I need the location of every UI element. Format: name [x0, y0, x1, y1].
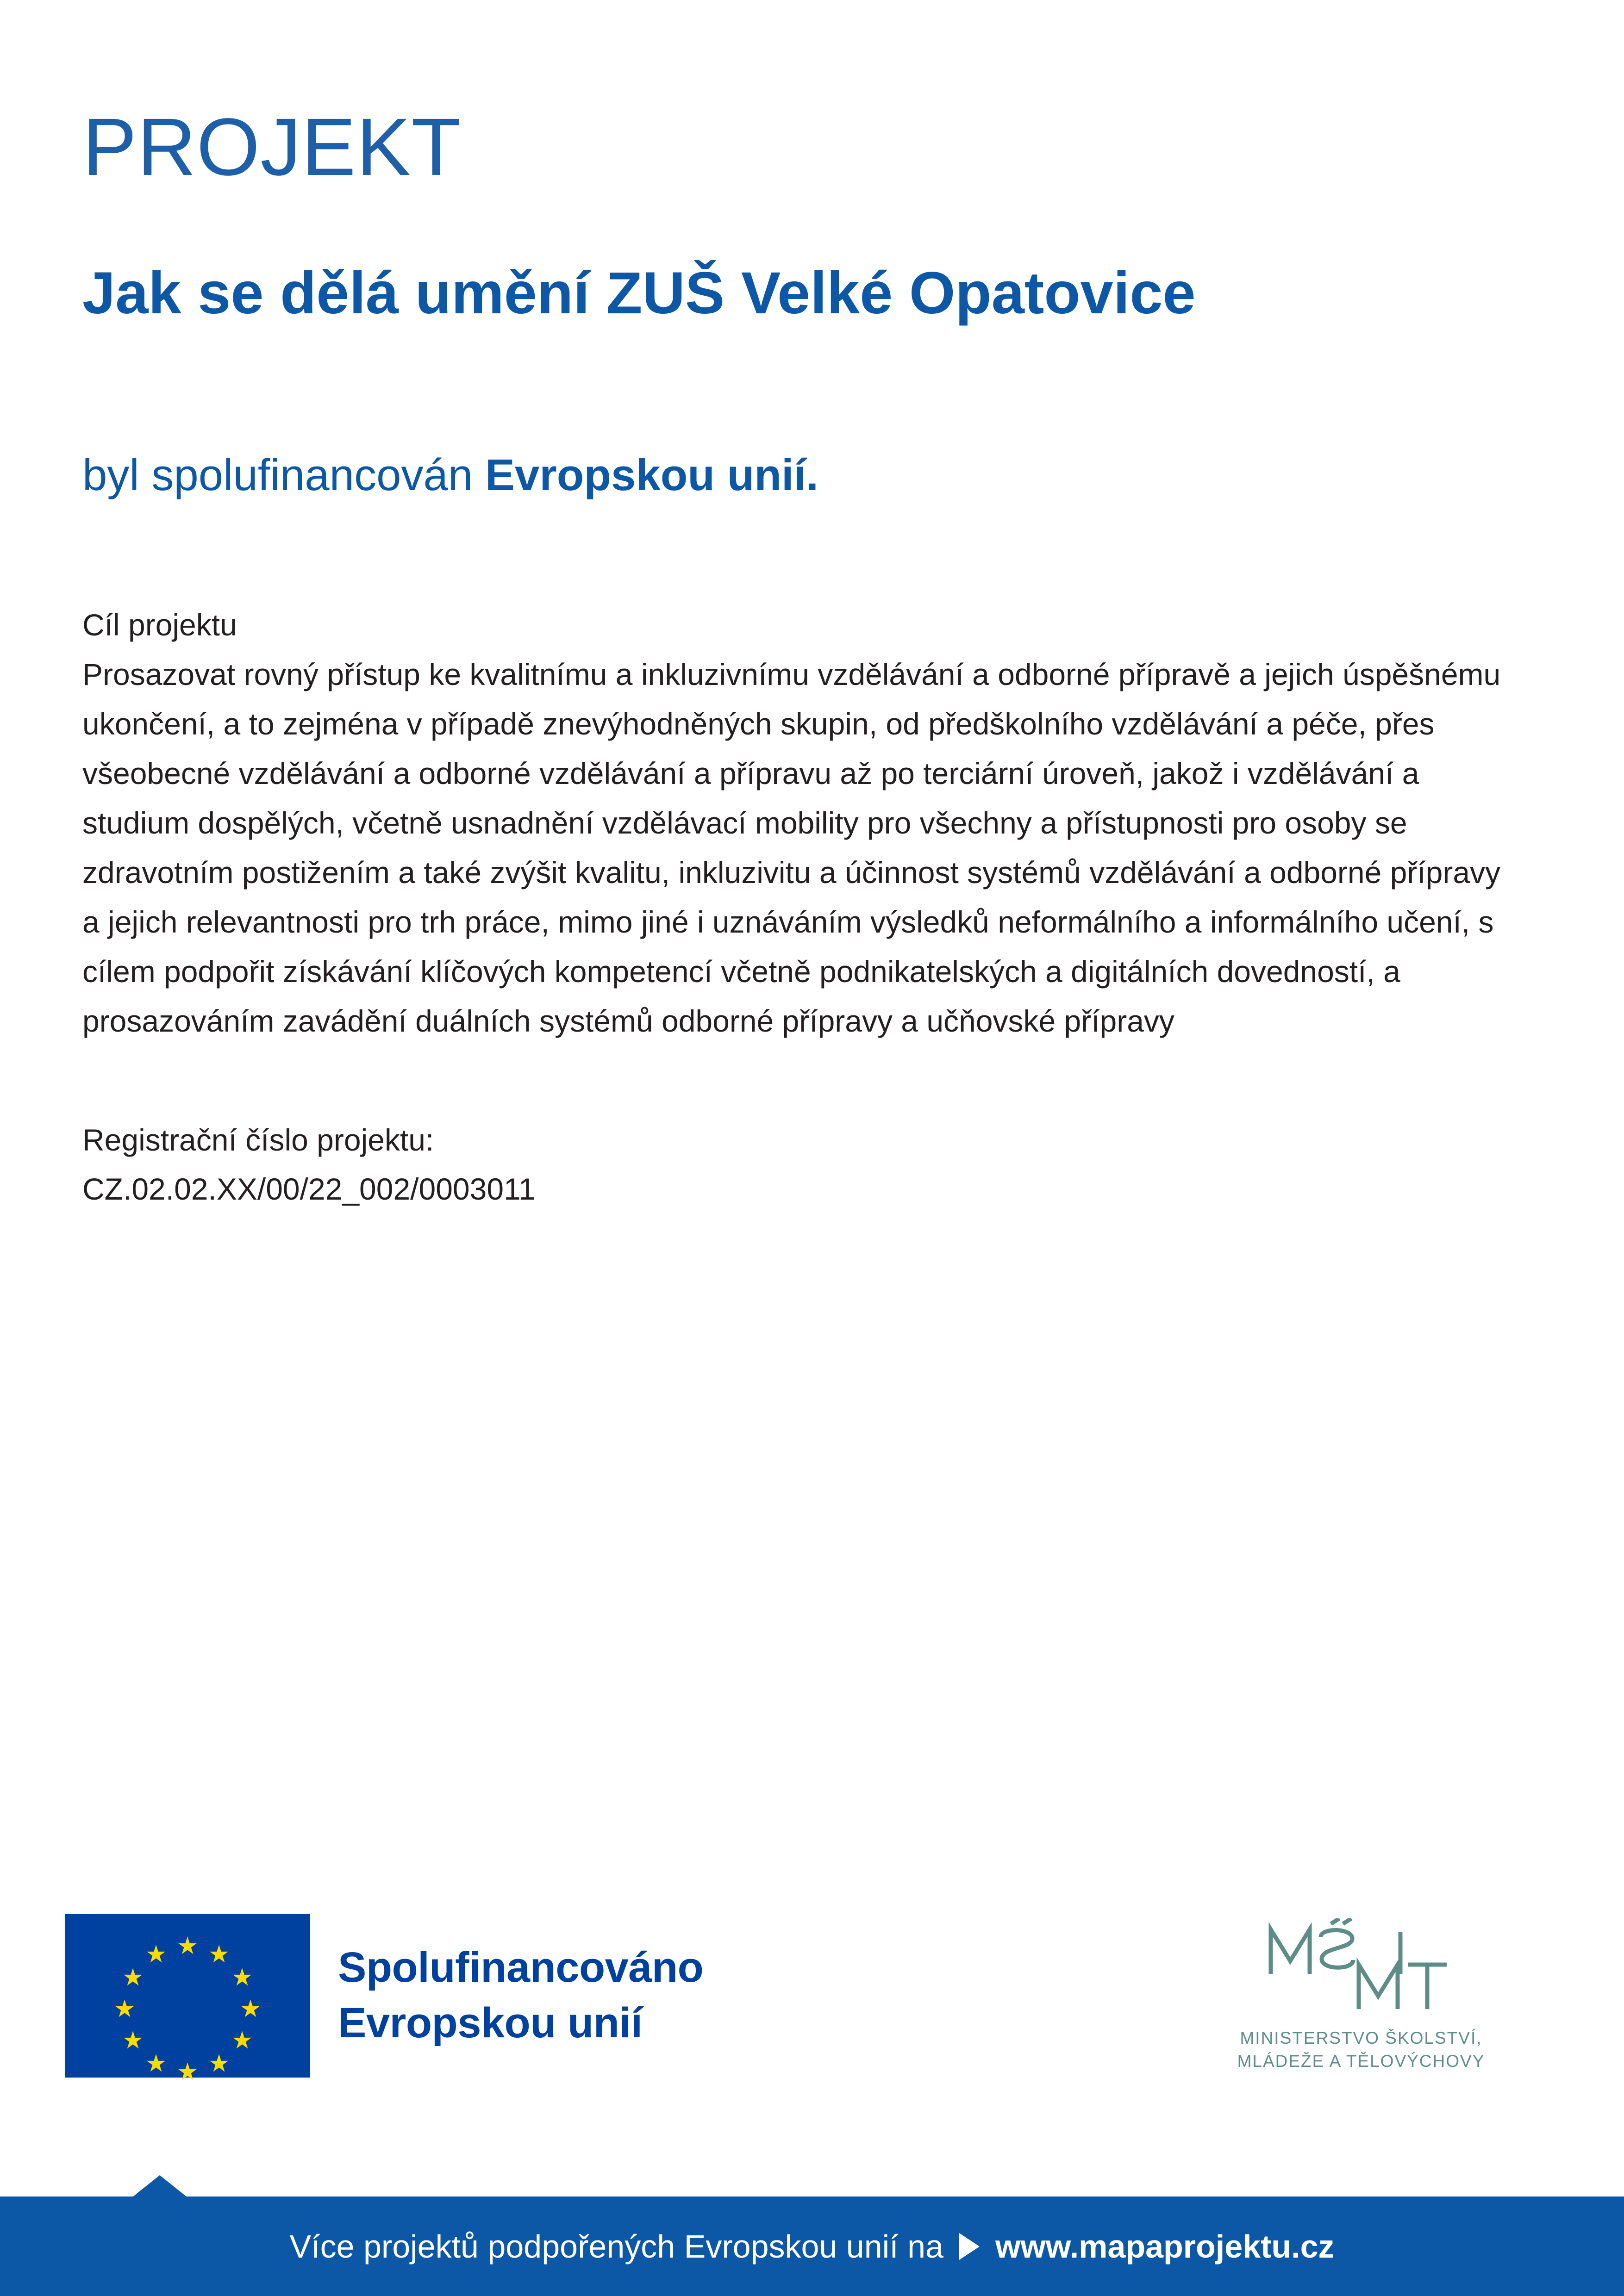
msmt-caption-line2: MLÁDEŽE A TĚLOVÝCHOVY — [1237, 2051, 1485, 2071]
project-goal-text: Prosazovat rovný přístup ke kvalitnímu a inkluzivnímu vzdělávání a odborné přípravě a jejich úspěšnému ukončení, a to zejména v případě znevýhodněných skupin, od předškolního vzdělávání a péče, přes všeobecné vzdělávání a odborné vzdělávání a přípravu až po terciární úroveň, jakož i vzdělávání a studium dospělých, včetně usnadnění vzdělávací mobility pro všechny a přístupnosti pro osoby se zdravotním postižením a také zvýšit kvalitu, inkluzivitu a účinnost systémů vzdělávání a odborné přípravy a jejich relevantnosti pro trh práce, mimo jiné i uznáváním výsledků neformálního a informálního učení, s cílem podpořit získávání klíčových kompetencí včetně podnikatelských a digitálních dovedností, a prosazováním zavádění duálních systémů odborné přípravy a učňovské přípravy — [82, 657, 1501, 1038]
eu-logo-text — [338, 1940, 703, 2051]
eu-cofunded-logo — [65, 1914, 704, 2085]
project-goal-block — [82, 600, 1508, 1045]
funding-subtitle-plain: byl spolufinancován — [82, 450, 485, 500]
registration-block — [82, 1115, 1541, 1214]
play-arrow-icon — [959, 2233, 980, 2260]
page-title: Jak se dělá umění ZUŠ Velké Opatovice — [82, 260, 1196, 326]
poster-content — [82, 0, 1541, 1214]
msmt-monogram-icon — [1185, 1918, 1537, 2016]
msmt-caption — [1185, 2027, 1537, 2073]
footer-logos — [0, 1914, 1624, 2085]
eu-logo-line1: Spolufinancováno — [338, 1944, 704, 1991]
bottom-bar — [0, 2196, 1624, 2296]
msmt-caption-line1: MINISTERSTVO ŠKOLSTVÍ, — [1240, 2028, 1482, 2047]
kicker-label: PROJEKT — [82, 102, 462, 193]
bottom-bar-url[interactable]: www.mapaprojektu.cz — [995, 2228, 1335, 2265]
project-goal-label: Cíl projektu — [82, 608, 237, 642]
bottom-bar-text: Více projektů podpořených Evropskou unií na — [289, 2228, 943, 2265]
bottom-bar-content — [0, 2196, 1624, 2296]
funding-subtitle-strong: Evropskou unií. — [485, 450, 818, 500]
funding-subtitle — [82, 448, 1541, 503]
eu-flag-icon: ★ ★ ★ ★ ★ ★ ★ ★ ★ ★ ★ ★ — [65, 1914, 310, 2078]
registration-number: CZ.02.02.XX/00/22_002/0003011 — [82, 1172, 536, 1207]
eu-logo-line2: Evropskou unií — [338, 1999, 643, 2047]
bar-notch-icon — [132, 2175, 187, 2197]
msmt-logo — [1185, 1918, 1537, 2073]
registration-label: Registrační číslo projektu: — [82, 1122, 434, 1157]
